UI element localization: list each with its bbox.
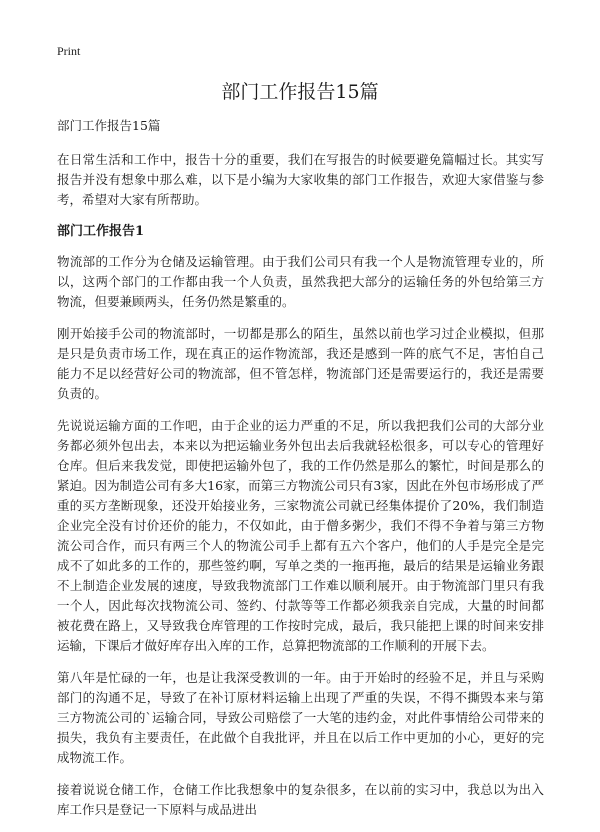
body-paragraph: 刚开始接手公司的物流部时，一切都是那么的陌生，虽然以前也学习过企业模拟，但那是只是负责市场工作，现在真正的运作物流部，我还是感到一阵的底气不足，害怕自己能力不足以经营好公司的物流部，但不管怎样，物流部门还是需要运行的，我还是需要负责的。	[57, 326, 544, 401]
body-paragraph: 物流部的工作分为仓储及运输管理。由于我们公司只有我一个人是物流管理专业的，所以，这两个部门的工作都由我一个人负责，虽然我把大部分的运输任务的外包给第三方物流，但要兼顾两头，任务仍然是繁重的。	[57, 254, 544, 309]
article-subtitle: 部门工作报告15篇	[57, 118, 161, 133]
article-body	[57, 116, 544, 832]
body-paragraph: 第八年是忙碌的一年，也是让我深受教训的一年。由于开始时的经验不足，并且与采购部门的沟通不足，导致了在补订原材料运输上出现了严重的失误，不得不撕毁本来与第三方物流公司的`运输合同，导致公司赔偿了一大笔的违约金，对此件事情给公司带来的损失，我负有主要责任，在此做个自我批评，并且在以后工作中更加的小心，更好的完成物流工作。	[57, 670, 544, 765]
intro-paragraph: 在日常生活和工作中，报告十分的重要，我们在写报告的时候要避免篇幅过长。其实写报告并没有想象中那么难，以下是小编为大家收集的部门工作报告，欢迎大家借鉴与参考，希望对大家有所帮助。	[57, 152, 544, 207]
print-link[interactable]: Print	[57, 44, 81, 58]
body-paragraph: 先说说运输方面的工作吧，由于企业的运力严重的不足，所以我把我们公司的大部分业务都必须外包出去，本来以为把运输业务外包出去后我就轻松很多，可以专心的管理好仓库。但后来我发觉，即使把运输外包了，我的工作仍然是那么的繁忙，时间是那么的紧迫。因为制造公司有多大16家，而第三方物流公司只有3家，因此在外包市场形成了严重的买方垄断现象，还没开始接业务，三家物流公司就已经集体提价了20%，我们制造企业完全没有讨价还价的能力，不仅如此，由于僧多粥少，我们不得不争着与第三方物流公司合作，而只有两三个人的物流公司手上都有五六个客户，他们的人手是完全是完成不了如此多的工作的，那些签约啊，写单之类的一拖再拖，最后的结果是运输业务跟不上制造企业发展的速度，导致我物流部门工作难以顺利展开。由于物流部门里只有我一个人，因此每次找物流公司、签约、付款等等工作都必须我亲自完成，大量的时间都被花费在路上，又导致我仓库管理的工作按时完成，最后，我只能把上课的时间来安排运输，下课后才做好库存出入库的工作，总算把物流部的工作顺利的开展下去。	[57, 418, 544, 653]
section-heading: 部门工作报告1	[57, 224, 145, 239]
page-title: 部门工作报告15篇	[221, 81, 379, 103]
body-paragraph: 接着说说仓储工作，仓储工作比我想象中的复杂很多，在以前的实习中，我总以为出入库工作只是登记一下原料与成品进出	[57, 782, 544, 817]
